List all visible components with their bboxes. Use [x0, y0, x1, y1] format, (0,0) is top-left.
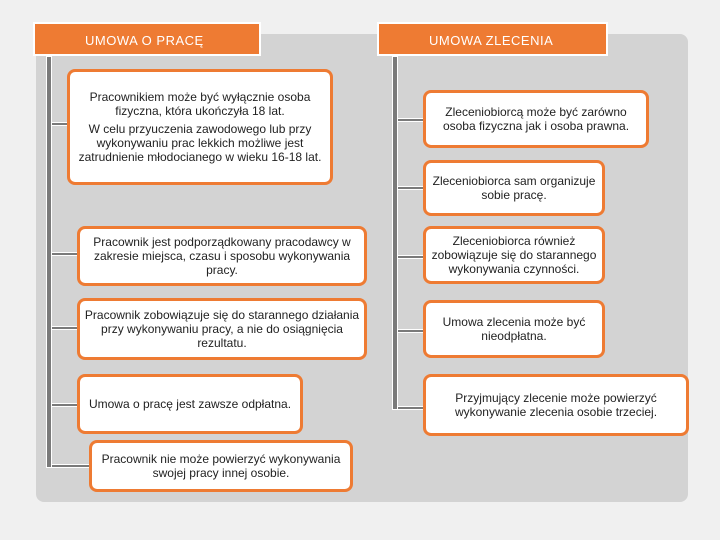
left-item-5-text: Pracownik nie może powierzyć wykonywania swojej pracy innej osobie.: [101, 452, 341, 480]
left-connector-4: [52, 403, 80, 407]
left-column-title: UMOWA O PRACĘ: [85, 33, 204, 48]
left-item-3: [77, 298, 367, 360]
right-connector-5: [398, 406, 426, 410]
right-item-4: [423, 300, 605, 358]
left-item-3-text: Pracownik zobowiązuje się do starannego działania przy wykonywaniu pracy, a nie do osiągnięcia rezultatu.: [84, 308, 360, 350]
right-item-3: [423, 226, 605, 284]
right-item-2: [423, 160, 605, 216]
left-item-5: [89, 440, 353, 492]
left-item-2-text: Pracownik jest podporządkowany pracodawcy w zakresie miejsca, czasu i sposobu wykonywania pracy.: [93, 235, 351, 277]
right-item-1-text: Zleceniobiorcą może być zarówno osoba fizyczna jak i osoba prawna.: [442, 105, 630, 133]
left-column-header: [33, 22, 261, 56]
right-item-1: [423, 90, 649, 148]
right-item-2-text: Zleceniobiorca sam organizuje sobie pracę.: [432, 174, 596, 202]
left-item-1: [67, 69, 333, 185]
left-connector-5: [52, 464, 92, 468]
left-connector-3: [52, 326, 80, 330]
left-item-1-text-b: W celu przyuczenia zawodowego lub przy wykonywaniu prac lekkich możliwe jest zatrudnienie młodocianego w wieku 16-18 lat.: [78, 122, 322, 164]
left-item-2: [77, 226, 367, 286]
right-column-title: UMOWA ZLECENIA: [429, 33, 554, 48]
right-item-3-text: Zleceniobiorca również zobowiązuje się do starannego wykonywania czynności.: [431, 234, 597, 276]
right-connector-trunk: [392, 56, 398, 410]
left-item-4: [77, 374, 303, 434]
right-connector-3: [398, 255, 426, 259]
right-column-header: [377, 22, 608, 56]
right-item-5: [423, 374, 689, 436]
right-connector-2: [398, 186, 426, 190]
right-item-5-text: Przyjmujący zlecenie może powierzyć wykonywanie zlecenia osobie trzeciej.: [454, 391, 658, 419]
left-item-1-text-a: Pracownikiem może być wyłącznie osoba fizyczna, która ukończyła 18 lat.: [89, 90, 311, 118]
right-item-4-text: Umowa zlecenia może być nieodpłatna.: [442, 315, 586, 343]
left-item-4-text: Umowa o pracę jest zawsze odpłatna.: [88, 397, 292, 411]
left-connector-2: [52, 252, 80, 256]
right-connector-4: [398, 329, 426, 333]
right-connector-1: [398, 118, 426, 122]
